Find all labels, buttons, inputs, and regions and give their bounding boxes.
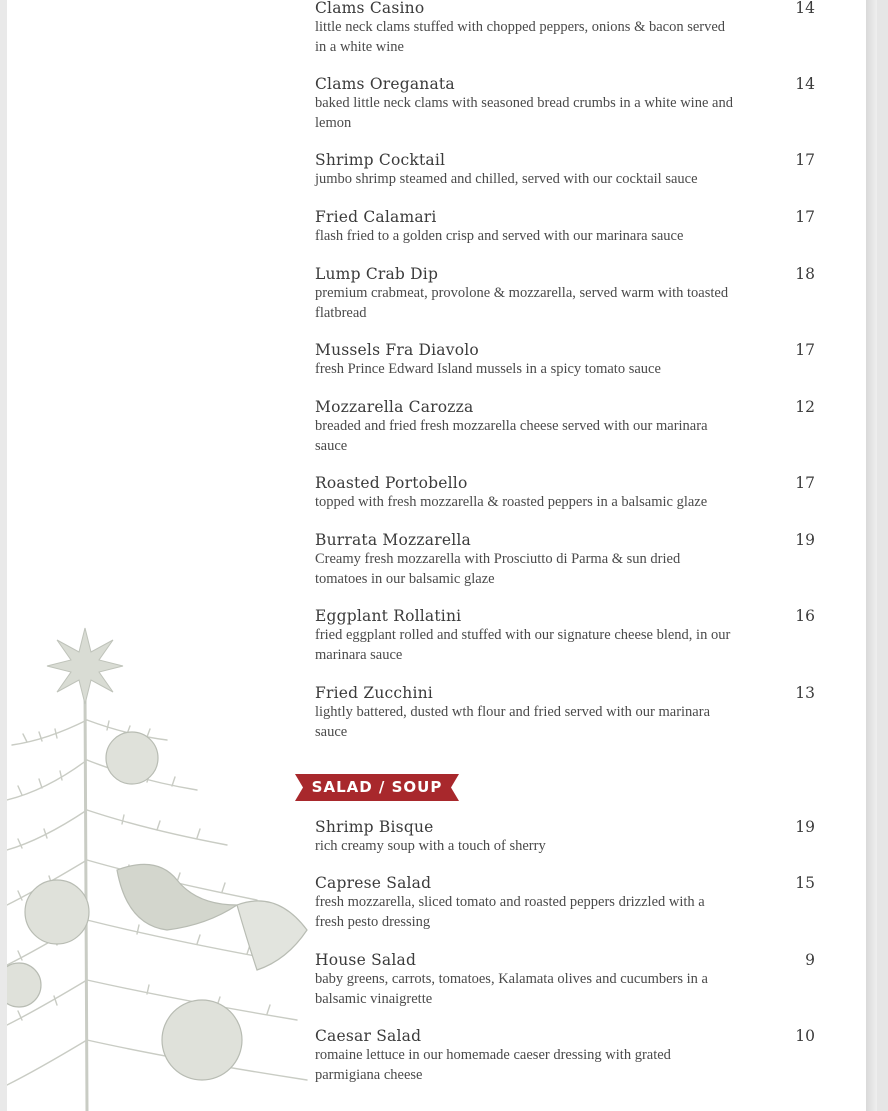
- item-name: Roasted Portobello: [315, 474, 468, 492]
- list-item: [315, 207, 825, 247]
- list-item: [315, 817, 825, 857]
- item-name: House Salad: [315, 951, 417, 969]
- item-description: baby greens, carrots, tomatoes, Kalamata olives and cucumbers in a balsamic vinaigrette: [315, 971, 708, 1007]
- item-description: premium crabmeat, provolone & mozzarella, served warm with toasted flatbread: [315, 285, 729, 321]
- item-description: jumbo shrimp steamed and chilled, served with our cocktail sauce: [315, 171, 698, 187]
- item-price: 12: [795, 398, 815, 416]
- viewer-left-edge: [0, 0, 7, 1111]
- list-item: [315, 1026, 825, 1085]
- menu-page: [7, 0, 877, 1111]
- item-description: flash fried to a golden crisp and served with our marinara sauce: [315, 228, 684, 244]
- christmas-tree-illustration: [7, 0, 327, 1111]
- item-name: Mussels Fra Diavolo: [315, 341, 479, 359]
- item-price: 14: [795, 75, 815, 93]
- list-item: [315, 264, 825, 323]
- section-title: SALAD / SOUP: [311, 778, 443, 796]
- item-price: 16: [795, 607, 815, 625]
- item-name: Fried Zucchini: [315, 684, 433, 702]
- item-name: Fried Calamari: [315, 208, 437, 226]
- item-price: 13: [795, 684, 815, 702]
- item-description: baked little neck clams with seasoned bread crumbs in a white wine and lemon: [315, 95, 733, 131]
- item-price: 17: [795, 341, 815, 359]
- list-item: [315, 150, 825, 190]
- list-item: [315, 473, 825, 513]
- list-item: [315, 683, 825, 742]
- list-item: [315, 530, 825, 589]
- item-price: 19: [795, 531, 815, 549]
- item-price: 9: [805, 951, 815, 969]
- item-name: Clams Casino: [315, 0, 425, 17]
- item-description: fried eggplant rolled and stuffed with our signature cheese blend, in our marinara sauce: [315, 627, 731, 663]
- item-description: fresh mozzarella, sliced tomato and roasted peppers drizzled with a fresh pesto dressing: [315, 894, 705, 930]
- list-item: [315, 397, 825, 456]
- page-right-edge: [866, 0, 877, 1111]
- item-price: 17: [795, 208, 815, 226]
- list-item: [315, 0, 825, 57]
- item-description: romaine lettuce in our homemade caeser dressing with grated parmigiana cheese: [315, 1047, 671, 1083]
- item-description: topped with fresh mozzarella & roasted peppers in a balsamic glaze: [315, 494, 708, 510]
- item-price: 15: [795, 874, 815, 892]
- item-name: Shrimp Cocktail: [315, 151, 446, 169]
- item-price: 14: [795, 0, 815, 17]
- list-item: [315, 606, 825, 665]
- item-name: Clams Oreganata: [315, 75, 455, 93]
- item-name: Caesar Salad: [315, 1027, 422, 1045]
- item-name: Eggplant Rollatini: [315, 607, 462, 625]
- item-description: fresh Prince Edward Island mussels in a spicy tomato sauce: [315, 361, 661, 377]
- item-name: Caprese Salad: [315, 874, 432, 892]
- item-price: 17: [795, 151, 815, 169]
- item-description: breaded and fried fresh mozzarella cheese served with our marinara sauce: [315, 418, 708, 454]
- item-description: rich creamy soup with a touch of sherry: [315, 838, 546, 854]
- item-name: Shrimp Bisque: [315, 818, 434, 836]
- item-price: 17: [795, 474, 815, 492]
- item-price: 10: [795, 1027, 815, 1045]
- item-name: Burrata Mozzarella: [315, 531, 471, 549]
- list-item: [315, 950, 825, 1009]
- list-item: [315, 340, 825, 380]
- item-description: little neck clams stuffed with chopped peppers, onions & bacon served in a white wine: [315, 19, 726, 55]
- item-name: Mozzarella Carozza: [315, 398, 474, 416]
- item-price: 18: [795, 265, 815, 283]
- item-description: lightly battered, dusted wth flour and fried served with our marinara sauce: [315, 704, 711, 740]
- item-description: Creamy fresh mozzarella with Prosciutto di Parma & sun dried tomatoes in our balsamic glaze: [315, 551, 681, 587]
- list-item: [315, 74, 825, 133]
- item-price: 19: [795, 818, 815, 836]
- item-name: Lump Crab Dip: [315, 265, 439, 283]
- list-item: [315, 873, 825, 932]
- section-banner: [295, 774, 459, 801]
